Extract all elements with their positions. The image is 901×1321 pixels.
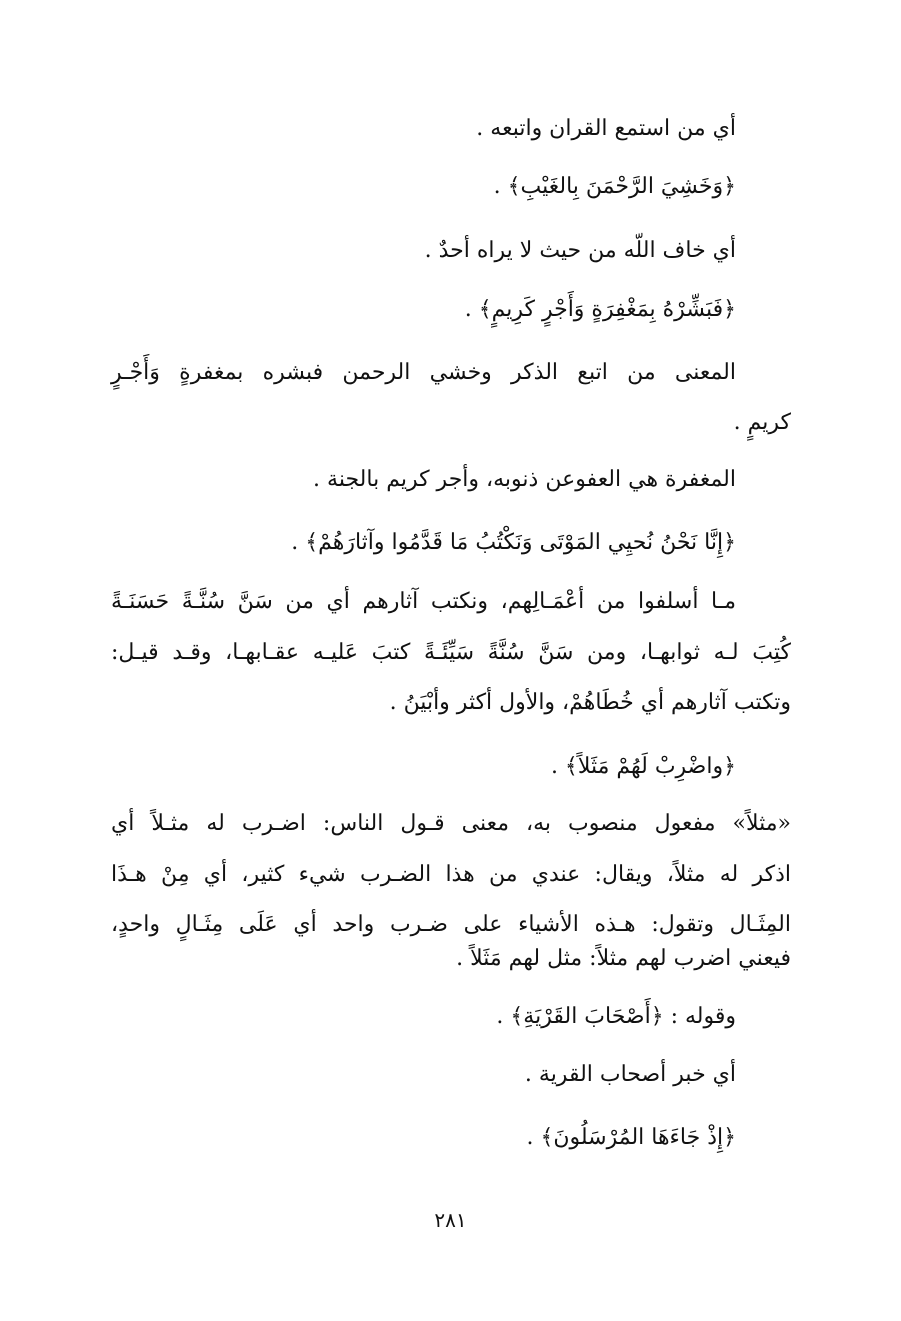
text-line: اذكر له مثلاً، ويقال: عندي من هذا الضـرب شيء كثير، أي مِنْ هـذَا xyxy=(111,862,791,887)
page-number: ٢٨١ xyxy=(434,1208,467,1232)
text-line: المغفرة هي العفوعن ذنوبه، وأجر كريم بالجنة . xyxy=(313,467,736,492)
text-line: كُتِبَ لـه ثوابهـا، ومن سَنَّ سُنَّةً سَيِّئَـةً كتبَ عَليـه عقـابهـا، وقـد قيـل: xyxy=(111,640,791,665)
text-line: وقوله : ﴿أَصْحَابَ القَرْيَةِ﴾ . xyxy=(496,1004,736,1029)
quran-verse: ﴿وَخَشِيَ الرَّحْمَنَ بِالغَيْبِ﴾ . xyxy=(493,174,736,199)
quran-verse: ﴿إِذْ جَاءَهَا المُرْسَلُونَ﴾ . xyxy=(526,1125,736,1150)
quran-verse: ﴿واضْرِبْ لَهُمْ مَثَلاً﴾ . xyxy=(550,754,736,779)
text-line: كريمٍ . xyxy=(733,410,791,435)
quran-verse: ﴿إِنَّا نَحْنُ نُحيِي المَوْتَى وَنَكْتُبُ مَا قَدَّمُوا وآثارَهُمْ﴾ . xyxy=(291,530,736,555)
text-line: مـا أسلفوا من أعْمَـالِهم، ونكتب آثارهم أي من سَنَّ سُنَّـةً حَسَنَـةً xyxy=(111,589,736,614)
text-line: المعنى من اتبع الذكر وخشي الرحمن فبشره بمغفرةٍ وَأَجْـرٍ xyxy=(111,360,736,385)
text-line: أي من استمع القران واتبعه . xyxy=(476,116,736,141)
text-line: أي خبر أصحاب القرية . xyxy=(524,1062,736,1087)
text-line: أي خاف اللّه من حيث لا يراه أحدٌ . xyxy=(424,238,736,263)
text-line: المِثَـال وتقول: هـذه الأشياء على ضـرب واحد أي عَلَى مِثَـالٍ واحدٍ، xyxy=(111,912,791,937)
text-line: وتكتب آثارهم أي خُطَاهُمْ، والأول أكثر وأبْيَنُ . xyxy=(389,690,791,715)
text-line: «مثلاً» مفعول منصوب به، معنى قـول الناس: اضـرب له مثـلاً أي xyxy=(111,811,791,836)
text-line: فيعني اضرب لهم مثلاً: مثل لهم مَثَلاً . xyxy=(456,946,791,971)
quran-verse: ﴿فَبَشِّرْهُ بِمَغْفِرَةٍ وَأَجْرٍ كَرِيمٍ﴾ . xyxy=(464,297,736,322)
